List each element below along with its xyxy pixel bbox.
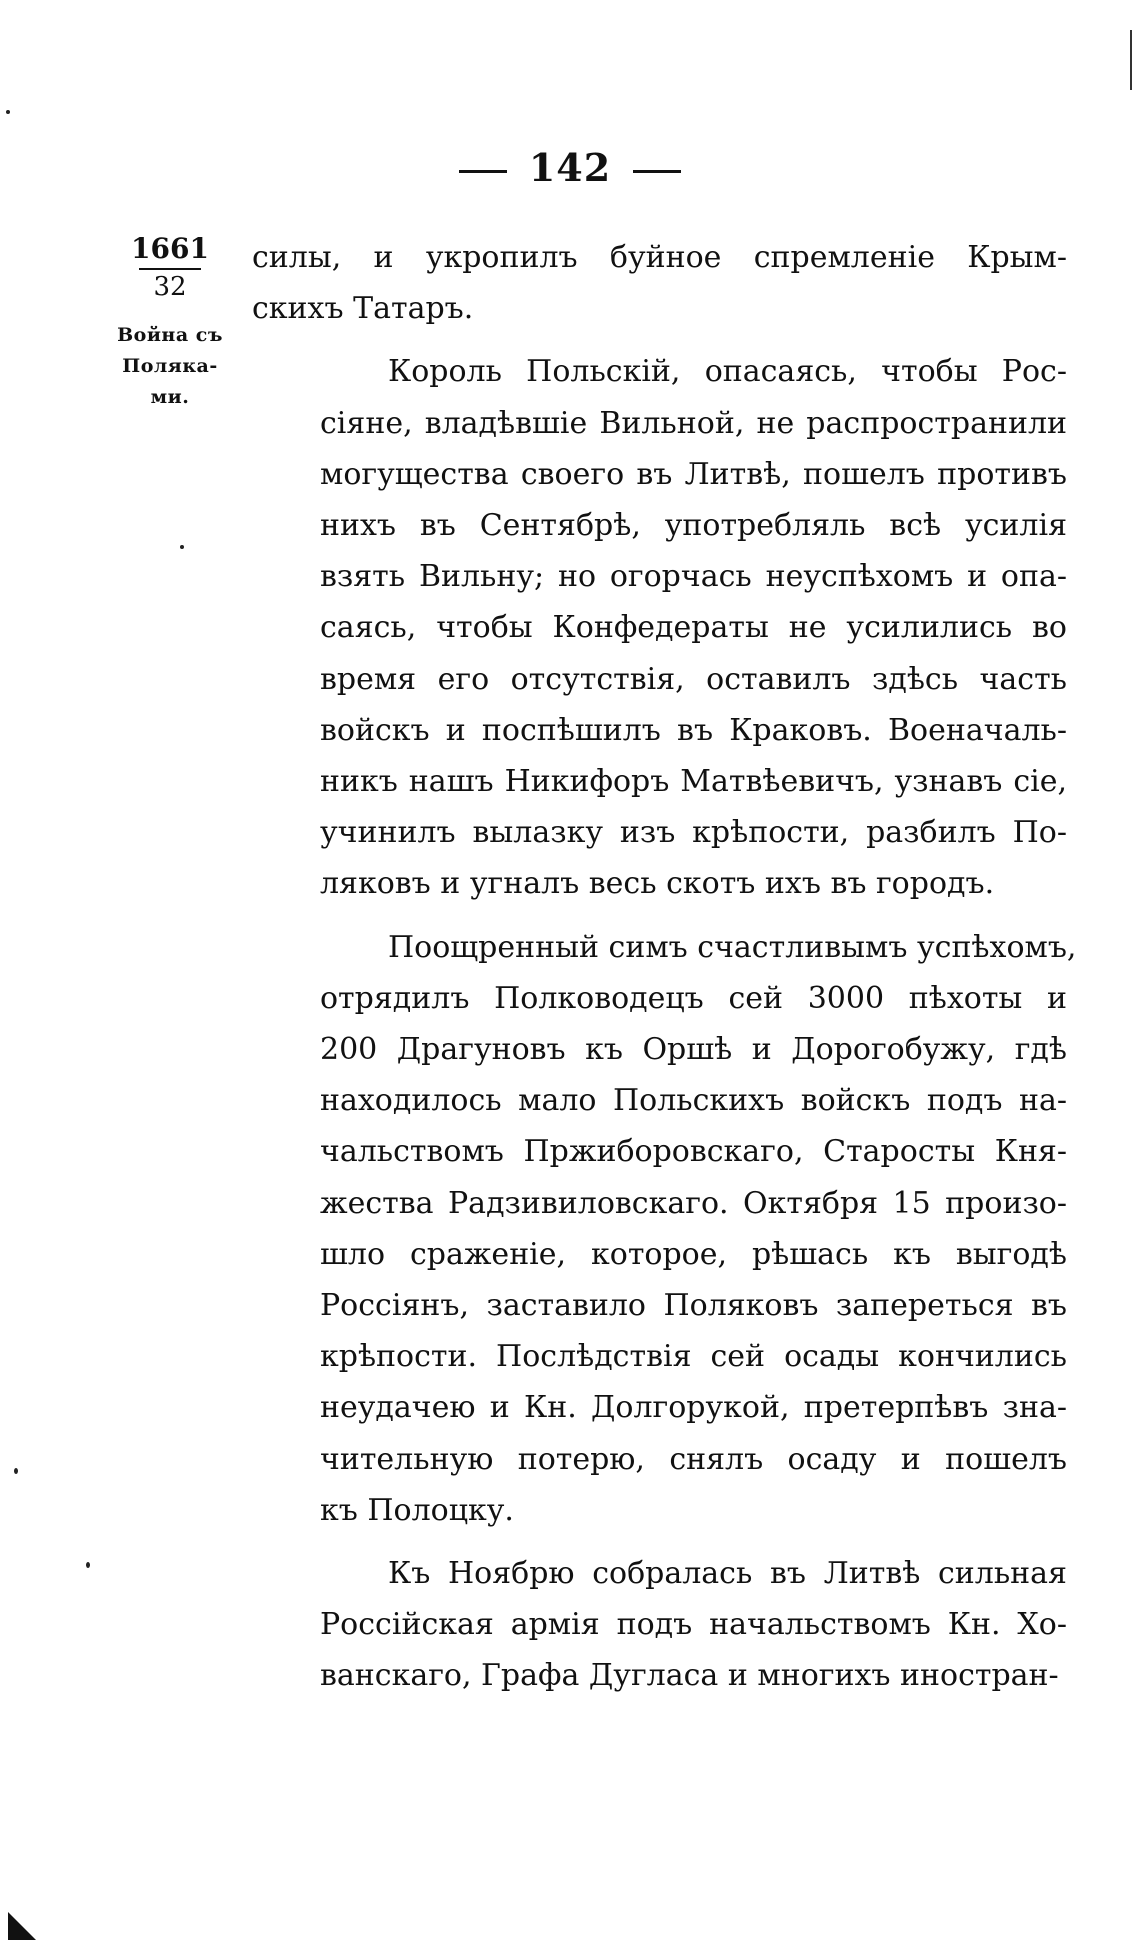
text-line: саясь, чтобы Конфедераты не усилились во xyxy=(320,610,1067,646)
page-header xyxy=(0,145,1140,190)
text-line: сіяне, владѣвшіе Вильной, не распространили xyxy=(320,405,1067,441)
text-line: учинилъ вылазку изъ крѣпости, разбилъ По- xyxy=(320,815,1067,851)
side-note-line: Поляка- xyxy=(122,355,218,377)
margin-notes xyxy=(95,232,245,413)
text-line: Россійская армія подъ начальствомъ Кн. Хо- xyxy=(320,1607,1067,1643)
text-line: Король Польскій, опасаясь, чтобы Рос- xyxy=(388,354,1067,390)
print-speck xyxy=(14,1468,18,1474)
corner-mark xyxy=(8,1912,36,1940)
text-line: никъ нашъ Никифоръ Матвѣевичъ, узнавъ сіе, xyxy=(320,764,1067,800)
margin-year-sub: 32 xyxy=(153,272,187,302)
body-text xyxy=(252,232,1077,1714)
print-speck xyxy=(6,110,10,114)
text-line: отрядилъ Полководецъ сей 3000 пѣхоты и xyxy=(320,980,1067,1016)
header-dash-left xyxy=(459,170,507,173)
header-dash-right xyxy=(633,170,681,173)
text-line: могущества своего въ Литвѣ, пошелъ противъ xyxy=(320,456,1067,492)
print-speck xyxy=(180,545,184,549)
text-line: взять Вильну; но огорчась неуспѣхомъ и опа- xyxy=(320,559,1067,595)
margin-year-rule xyxy=(139,268,201,270)
text-line: нихъ въ Сентябрѣ, употребляль всѣ усилія xyxy=(320,508,1067,544)
margin-year: 1661 xyxy=(131,232,209,265)
paragraph xyxy=(252,232,1067,334)
text-line: чальствомъ Пржиборовскаго, Старосты Кня- xyxy=(320,1134,1067,1170)
text-line: чительную потерю, снялъ осаду и пошелъ xyxy=(320,1441,1067,1477)
text-line: шло сраженіе, которое, рѣшась къ выгодѣ xyxy=(320,1236,1067,1272)
paragraph xyxy=(252,346,1067,909)
page-edge-shadow xyxy=(1130,30,1132,90)
side-note-line: ми. xyxy=(150,386,190,408)
text-line: неудачею и Кн. Долгорукой, претерпѣвъ зна- xyxy=(320,1390,1067,1426)
text-line: къ Полоцку. xyxy=(320,1492,514,1528)
text-line: Поощренный симъ счастливымъ успѣхомъ, xyxy=(388,929,1077,965)
side-note-line: Война съ xyxy=(117,324,223,346)
text-line: время его отсутствія, оставилъ здѣсь часть xyxy=(320,661,1067,697)
paragraph xyxy=(252,1548,1067,1702)
text-line: жества Радзивиловскаго. Октября 15 произо- xyxy=(320,1185,1067,1221)
text-line: ляковъ и угналъ весь скотъ ихъ въ городъ. xyxy=(320,866,995,902)
text-line: находилось мало Польскихъ войскъ подъ на- xyxy=(320,1083,1067,1119)
page-number: 142 xyxy=(528,145,612,190)
text-line: ванскаго, Графа Дугласа и многихъ иностран- xyxy=(320,1658,1059,1694)
text-line: скихъ Татаръ. xyxy=(252,291,474,327)
text-line: 200 Драгуновъ къ Оршѣ и Дорогобужу, гдѣ xyxy=(320,1032,1067,1068)
text-line: Къ Ноябрю собралась въ Литвѣ сильная xyxy=(388,1556,1067,1592)
text-line: Россіянъ, заставило Поляковъ запереться въ xyxy=(320,1288,1067,1324)
text-line: войскъ и поспѣшилъ въ Краковъ. Военачаль- xyxy=(320,712,1067,748)
text-line: крѣпости. Послѣдствія сей осады кончились xyxy=(320,1339,1067,1375)
paragraph xyxy=(252,922,1077,1536)
side-note xyxy=(95,320,245,413)
print-speck xyxy=(86,1562,90,1568)
text-line: силы, и укрoпилъ буйное спремленіе Крым- xyxy=(252,240,1067,275)
